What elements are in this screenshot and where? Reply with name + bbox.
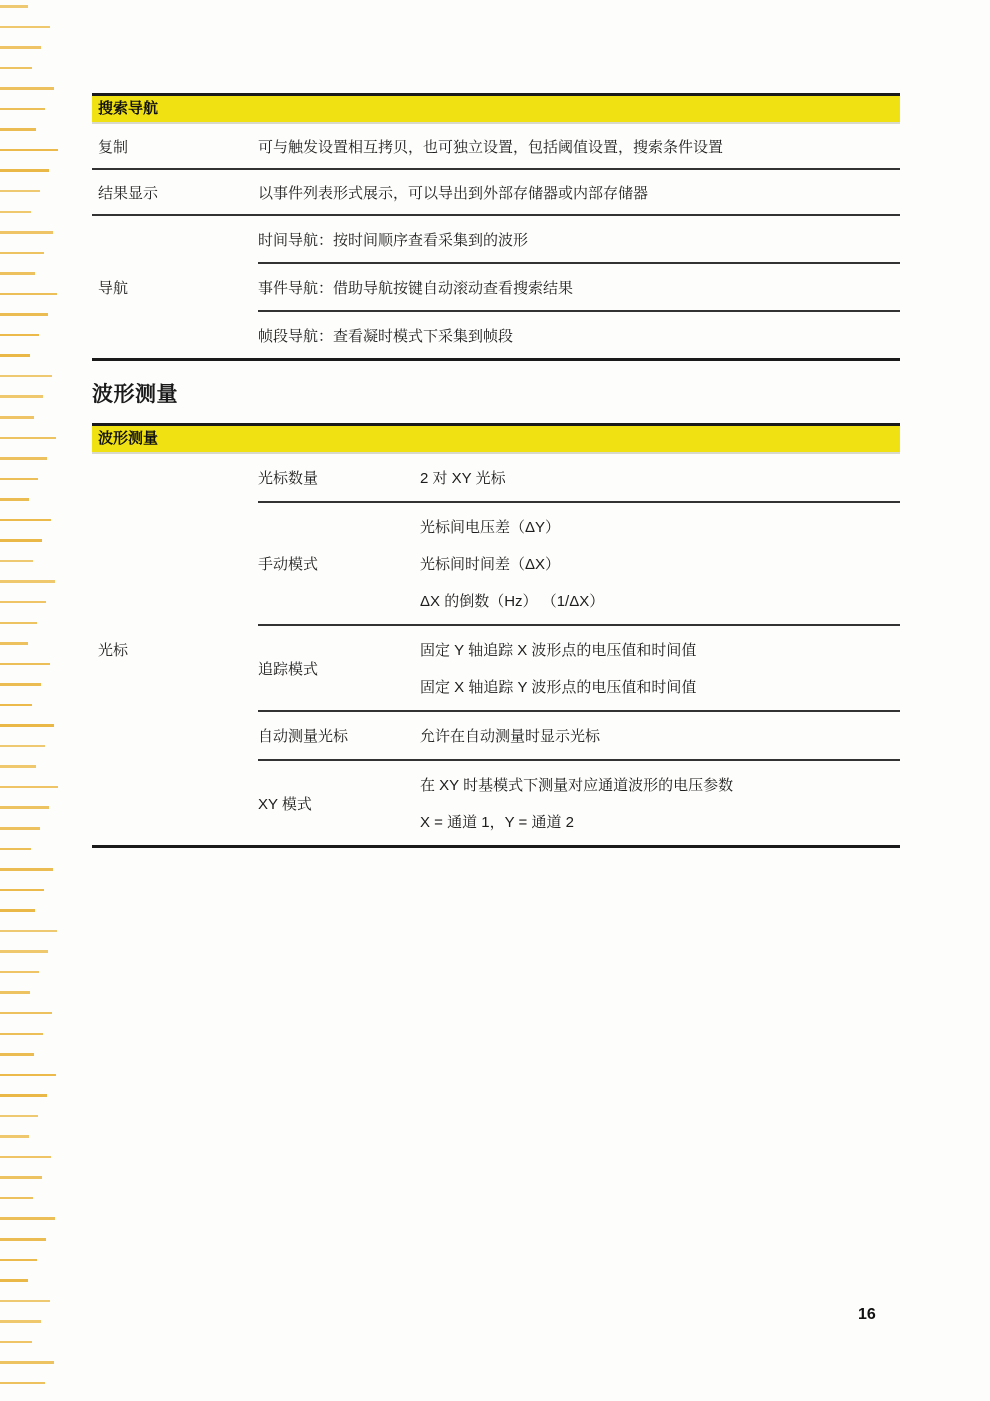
stripe [0, 1300, 50, 1303]
stripe [0, 272, 35, 275]
stripe [0, 580, 55, 583]
spec-value: 光标间时间差（ΔX） [420, 556, 561, 573]
spec-value: X = 通道 1，Y = 通道 2 [420, 814, 574, 831]
stripe [0, 169, 49, 172]
stripe [0, 724, 54, 727]
stripe [0, 252, 44, 255]
spec-label: 复制 [98, 138, 129, 156]
table-body [92, 454, 900, 845]
stripe [0, 1053, 34, 1056]
stripe [0, 642, 28, 645]
table-row [258, 454, 900, 501]
stripe [0, 87, 54, 90]
spec-value: 在 XY 时基模式下测量对应通道波形的电压参数 [420, 777, 734, 794]
spec-value: 2 对 XY 光标 [420, 470, 506, 487]
stripe [0, 478, 38, 481]
stripe [0, 971, 39, 974]
section-header-label: 波形测量 [98, 430, 159, 447]
stripe [0, 683, 41, 686]
stripe [0, 26, 50, 29]
stripe [0, 231, 53, 234]
stripe [0, 950, 48, 953]
spec-value-list [258, 216, 900, 358]
table-row [258, 624, 900, 710]
spec-value: 允许在自动测量时显示光标 [420, 728, 601, 745]
stripe [0, 1176, 42, 1179]
stripe [0, 293, 57, 296]
stripe [0, 149, 58, 152]
page-content [92, 0, 900, 848]
stripe [0, 1135, 29, 1138]
stripe [0, 889, 44, 892]
table-row [92, 124, 900, 170]
spec-label: 导航 [98, 279, 129, 297]
stripe [0, 786, 58, 789]
stripe [0, 1320, 41, 1323]
spec-label: 自动测量光标 [258, 728, 349, 745]
stripe [0, 1217, 55, 1220]
table-row [258, 759, 900, 845]
section-heading: 波形测量 [92, 383, 178, 406]
spec-value: 帧段导航：查看凝时模式下采集到帧段 [258, 310, 900, 358]
stripe [0, 991, 30, 994]
spec-value-list [420, 459, 900, 496]
stripe [0, 560, 33, 563]
left-stripe-decoration [0, 0, 70, 1401]
spec-value: 可与触发设置相互拷贝，也可独立设置，包括阈值设置，搜索条件设置 [258, 138, 724, 156]
stripe [0, 663, 50, 666]
stripe [0, 46, 41, 49]
stripe [0, 457, 47, 460]
search-navigation-table [92, 93, 900, 361]
stripe [0, 765, 36, 768]
stripe [0, 601, 46, 604]
stripe [0, 1074, 56, 1077]
stripe [0, 1115, 38, 1118]
stripe [0, 334, 39, 337]
stripe [0, 539, 42, 542]
stripe [0, 1341, 32, 1344]
stripe [0, 519, 51, 522]
stripe [0, 498, 29, 501]
stripe [0, 1094, 47, 1097]
spec-value: 事件导航：借助导航按键自动滚动查看搜索结果 [258, 262, 900, 310]
stripe [0, 868, 53, 871]
spec-groups [258, 454, 900, 845]
stripe [0, 1033, 43, 1036]
stripe [0, 1259, 37, 1262]
stripe [0, 930, 57, 933]
spec-value: 时间导航：按时间顺序查看采集到的波形 [258, 231, 529, 249]
stripe [0, 1197, 33, 1200]
stripe [0, 190, 40, 193]
stripe [0, 1361, 54, 1364]
stripe [0, 827, 40, 830]
stripe [0, 211, 31, 214]
table-row [92, 170, 900, 216]
stripe [0, 704, 32, 707]
stripe [0, 416, 34, 419]
spec-value: 光标间电压差（ΔY） [420, 519, 561, 536]
stripe [0, 67, 32, 70]
waveform-measure-table [92, 423, 900, 848]
stripe [0, 395, 43, 398]
stripe [0, 354, 30, 357]
stripe [0, 5, 28, 8]
stripe [0, 1279, 28, 1282]
stripe [0, 848, 31, 851]
spec-label: 光标数量 [258, 470, 319, 487]
stripe [0, 1156, 51, 1159]
stripe [0, 622, 37, 625]
table-row [258, 710, 900, 759]
section-header-label: 搜索导航 [98, 100, 159, 117]
table-row [258, 501, 900, 624]
spec-value: 以事件列表形式展示，可以导出到外部存储器或内部存储器 [258, 184, 649, 202]
spec-value: 固定 X 轴追踪 Y 波形点的电压值和时间值 [420, 679, 697, 696]
section-header-bar [92, 93, 900, 124]
stripe [0, 1012, 52, 1015]
stripe [0, 437, 56, 440]
spec-value: 固定 Y 轴追踪 X 波形点的电压值和时间值 [420, 642, 697, 659]
stripe [0, 128, 36, 131]
stripe [0, 745, 45, 748]
section-header-bar [92, 423, 900, 454]
stripe [0, 375, 52, 378]
spec-label: 追踪模式 [258, 660, 319, 678]
spec-label: 结果显示 [98, 184, 159, 202]
page-number: 16 [858, 1306, 876, 1323]
stripe [0, 1238, 46, 1241]
spec-label: XY 模式 [258, 795, 312, 813]
spec-value-list [420, 766, 900, 840]
table-row-group [92, 216, 900, 358]
spec-value: ΔX 的倒数（Hz） （1/ΔX） [420, 593, 605, 610]
stripe [0, 108, 45, 111]
stripe [0, 313, 48, 316]
spec-label: 手动模式 [258, 556, 319, 573]
spec-value-list [420, 508, 900, 619]
stripe [0, 806, 49, 809]
spec-value-list [420, 631, 900, 705]
stripe [0, 909, 35, 912]
spec-group-label: 光标 [98, 642, 129, 659]
spec-value-list [420, 717, 900, 754]
stripe [0, 1382, 45, 1385]
